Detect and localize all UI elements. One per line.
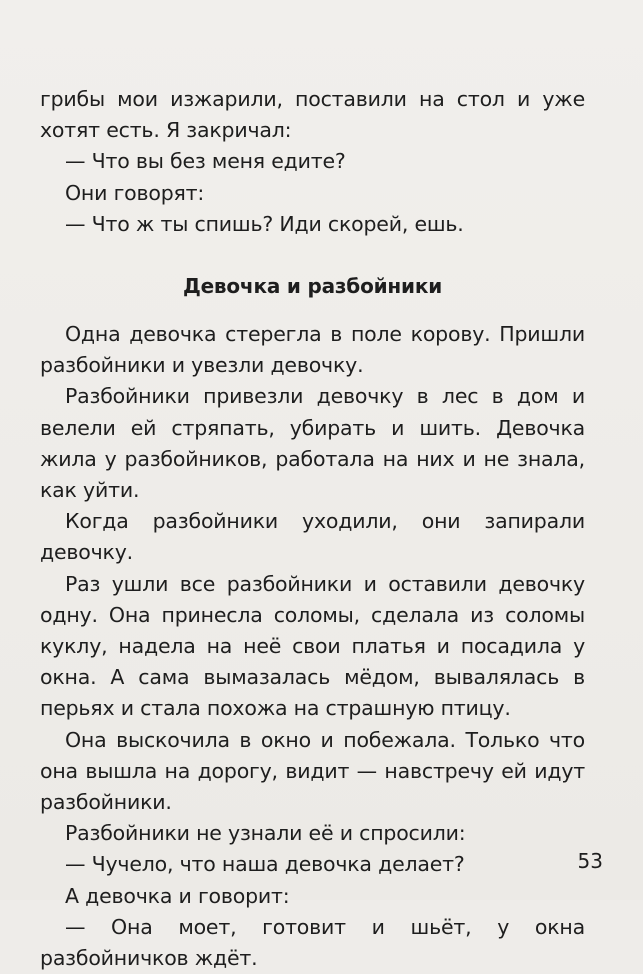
page-text	[40, 84, 585, 974]
paragraph: Одна девочка стерегла в поле корову. Пришли разбойники и увезли девочку.	[40, 322, 585, 378]
paragraph: Раз ушли все разбойники и оставили девочку одну. Она принесла соломы, сделала из соломы куклу, надела на неё свои платья и посадила у окна. А сама вымазалась мёдом, вывалялась в перьях и стала похожа на страшную птицу.	[40, 571, 585, 721]
dialogue-line: — Что ж ты спишь? Иди скорей, ешь.	[65, 211, 464, 236]
dialogue-line: — Чучело, что наша девочка делает?	[65, 852, 465, 877]
paragraph: Разбойники не узнали её и спросили:	[65, 821, 466, 846]
story-title: Девочка и разбойники	[182, 274, 443, 299]
paragraph: Разбойники привезли девочку в лес в дом и велели ей стряпать, убирать и шить. Девочка жила у разбойников, работала на них и не знала, как уйти.	[40, 384, 585, 503]
dialogue-line: — Она моет, готовит и шьёт, у окна разбойничков ждёт.	[40, 914, 585, 971]
dialogue-line: — Что вы без меня едите?	[65, 149, 346, 174]
paragraph: Они говорят:	[65, 180, 205, 205]
paragraph-continued: грибы мои изжарили, поставили на стол и уже хотят есть. Я закричал:	[40, 87, 585, 143]
paragraph: А девочка и говорит:	[65, 883, 290, 908]
page-number: 53	[577, 849, 603, 873]
paragraph: Она выскочила в окно и побежала. Только что она вышла на дорогу, видит — навстречу ей идут разбойники.	[40, 727, 585, 815]
paragraph: Когда разбойники уходили, они запирали девочку.	[40, 509, 585, 565]
